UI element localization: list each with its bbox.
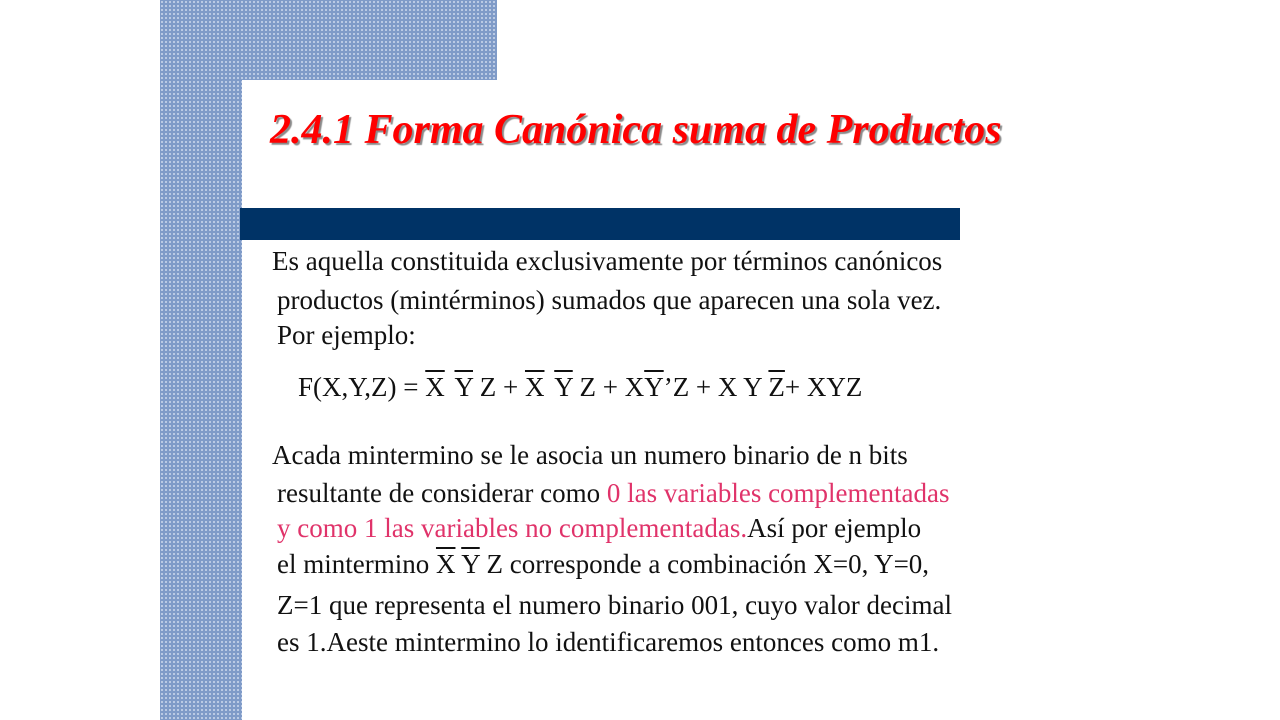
intro-line-3: Por ejemplo: [277, 320, 416, 350]
explanation-line-4 [277, 549, 929, 580]
explanation-line-4-y: $\overline{Y}$ [461, 549, 480, 579]
title-divider-bar [240, 208, 960, 240]
explanation-line-2 [277, 478, 950, 509]
explanation-line-3-highlight: y como 1 las variables no complementadas. [277, 513, 748, 543]
explanation-line-1: Acada mintermino se le asocia un numero binario de n bits [272, 440, 908, 470]
decorative-pattern-top [160, 0, 497, 80]
explanation-line-3 [277, 513, 921, 544]
formula-term1-x: $\overline{X}$ [425, 372, 445, 402]
formula-term3-rest: ’Z + X Y [663, 372, 769, 402]
explanation-line-2-highlight: 0 las variables complementadas [606, 478, 950, 508]
formula-term2-z: Z + X [572, 372, 645, 402]
formula [298, 372, 862, 403]
formula-term3-y: $\overline{Y}$ [644, 372, 664, 402]
formula-term4-rest: + XYZ [784, 372, 863, 402]
intro-line-1: Es aquella constituida exclusivamente por términos canónicos [272, 246, 943, 276]
explanation-line-4-rest: Z corresponde a combinación X=0, Y=0, [479, 549, 930, 579]
formula-term2-y: $\overline{Y}$ [554, 372, 573, 402]
decorative-pattern-left [160, 80, 242, 720]
explanation-line-3-text: Así por ejemplo [747, 513, 922, 543]
intro-line-2: productos (mintérminos) sumados que aparecen una sola vez. [277, 285, 942, 315]
explanation-line-4-x: $\overline{X}$ [435, 549, 456, 579]
slide-title: 2.4.1 Forma Canónica suma de Productos [270, 107, 1002, 153]
formula-lhs: F(X,Y,Z) = [298, 372, 426, 402]
formula-term4-z: $\overline{Z}$ [768, 372, 785, 402]
formula-term1-z: Z + [473, 372, 525, 402]
explanation-line-2-text: resultante de considerar como [277, 478, 607, 508]
explanation-line-5: Z=1 que representa el numero binario 001, cuyo valor decimal [277, 590, 952, 620]
formula-term2-x: $\overline{X}$ [524, 372, 545, 402]
explanation-line-4-text: el mintermino [277, 549, 436, 579]
explanation-line-6: es 1.Aeste mintermino lo identificaremos entonces como m1. [277, 627, 940, 657]
formula-term1-y: $\overline{Y}$ [454, 372, 473, 402]
